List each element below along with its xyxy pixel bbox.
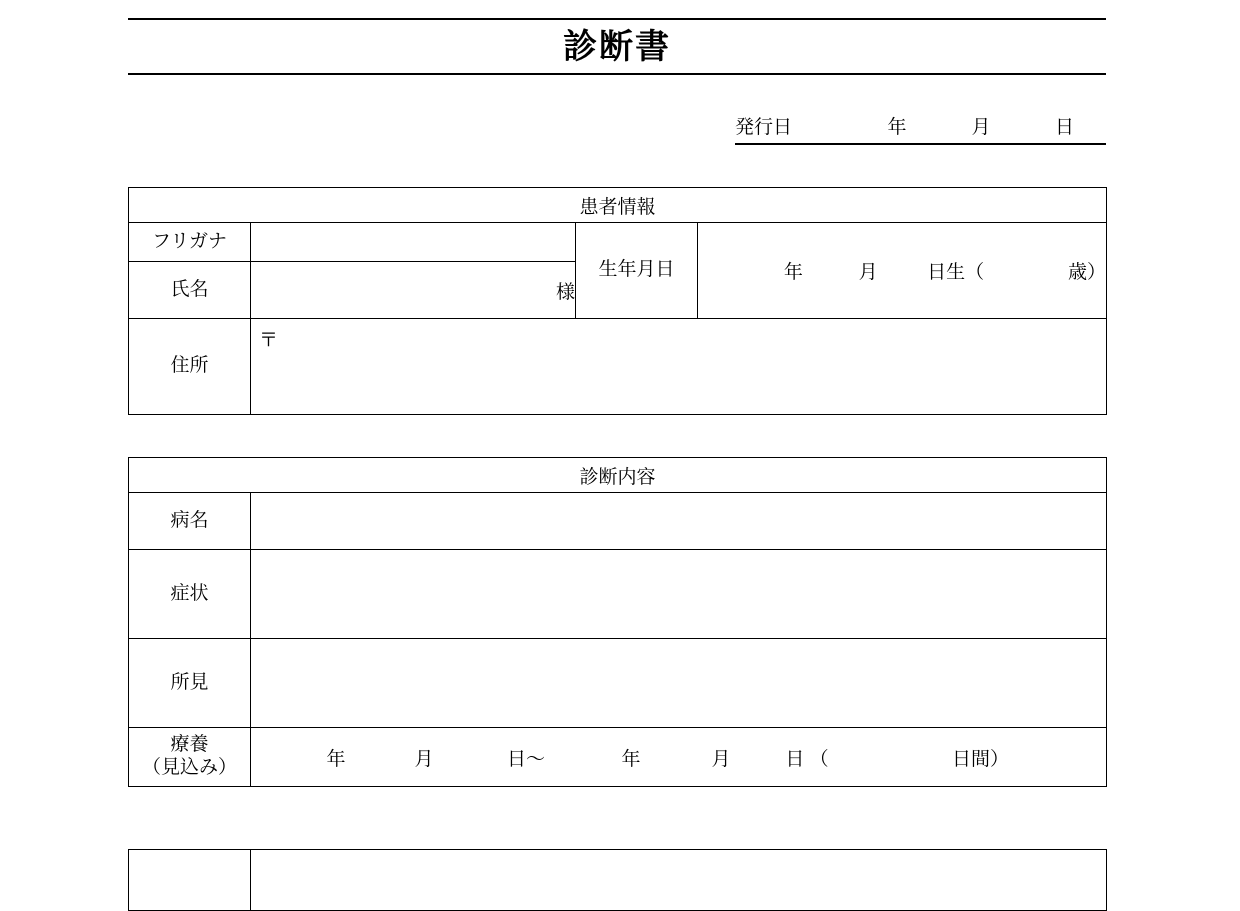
address-input[interactable] [251, 319, 1107, 415]
title-block [128, 18, 1106, 75]
bottom-row-label [129, 850, 251, 911]
rest-start-year-unit: 年 [326, 748, 346, 770]
rest-period-label-line2: （見込み） [141, 757, 237, 778]
illness-input[interactable] [251, 493, 1107, 550]
rest-end-day-unit: 日 （ [785, 748, 829, 770]
diagnosis-section-heading: 診断内容 [129, 458, 1107, 493]
furigana-input[interactable] [251, 223, 576, 262]
finding-label: 所見 [129, 639, 251, 728]
title-bottom-rule [128, 73, 1106, 75]
address-row [129, 319, 1107, 415]
bottom-row-input[interactable] [251, 850, 1107, 911]
rest-total-days-unit: 日間） [951, 748, 1009, 770]
name-input[interactable] [251, 262, 576, 319]
dob-field-group[interactable] [698, 223, 1107, 319]
issue-date-month-unit: 月 [971, 117, 991, 138]
symptom-input[interactable] [251, 550, 1107, 639]
finding-input[interactable] [251, 639, 1107, 728]
issue-date-line [735, 112, 1106, 145]
rest-period-row [129, 728, 1107, 787]
illness-label: 病名 [129, 493, 251, 550]
postal-mark-icon: 〒 [259, 330, 279, 351]
dob-label: 生年月日 [576, 223, 698, 319]
dob-month-unit: 月 [858, 262, 878, 283]
symptom-row [129, 550, 1107, 639]
dob-day-unit: 日生（ [927, 262, 985, 283]
rest-end-year-unit: 年 [621, 748, 641, 770]
patient-section-heading: 患者情報 [129, 188, 1107, 223]
name-suffix: 様 [555, 281, 575, 303]
illness-row [129, 493, 1107, 550]
issue-date-day-unit: 日 [1054, 117, 1074, 138]
diagnosis-heading-row [129, 458, 1107, 493]
patient-table-heading-row [129, 188, 1107, 223]
name-label: 氏名 [129, 262, 251, 319]
finding-row [129, 639, 1107, 728]
rest-start-day-unit: 日〜 [506, 748, 545, 770]
rest-period-label [129, 728, 251, 787]
furigana-row [129, 223, 1107, 262]
patient-info-table [128, 187, 1107, 415]
bottom-row [129, 850, 1107, 911]
rest-start-month-unit: 月 [414, 748, 434, 770]
rest-end-month-unit: 月 [711, 748, 731, 770]
dob-year-unit: 年 [783, 262, 803, 283]
dob-age-unit: 歳） [1068, 262, 1107, 283]
bottom-table [128, 849, 1107, 911]
rest-period-fields[interactable] [251, 728, 1107, 787]
issue-date-year-unit: 年 [887, 117, 907, 138]
symptom-label: 症状 [129, 550, 251, 639]
address-label: 住所 [129, 319, 251, 415]
furigana-label: フリガナ [129, 223, 251, 262]
page-title: 診断書 [563, 27, 671, 67]
rest-period-label-line1: 療養 [170, 734, 209, 756]
issue-date-label: 発行日 [735, 117, 793, 138]
diagnosis-table [128, 457, 1107, 787]
